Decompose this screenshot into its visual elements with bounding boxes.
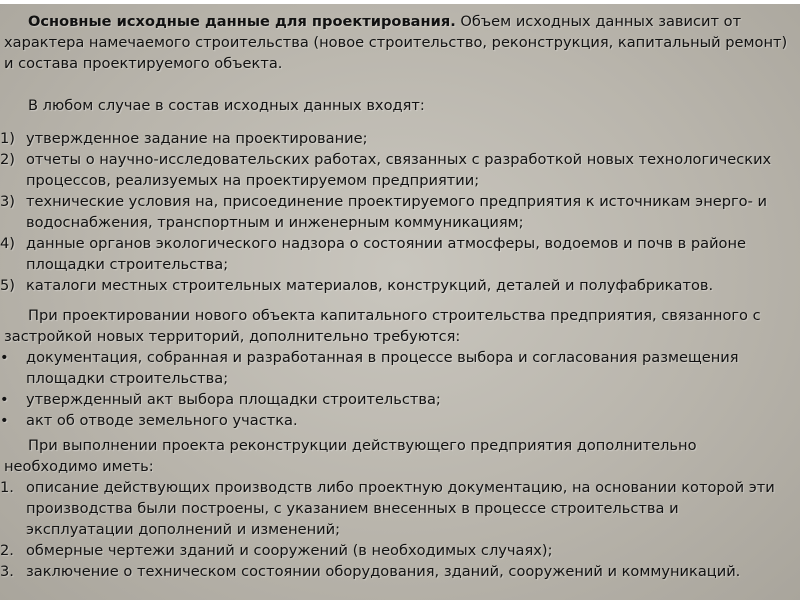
list-marker: 2.	[0, 542, 14, 559]
list-item	[0, 410, 790, 431]
list-item-text: утвержденный акт выбора площадки строительства;	[26, 391, 441, 408]
list-item-text: акт об отводе земельного участка.	[26, 412, 298, 429]
list-item-text: описание действующих производств либо проектную документацию, на основании которой эти производства были построены, с указанием внесенных в процессе строительства и эксплуатации дополнений и изменений;	[26, 479, 775, 538]
list-item	[0, 561, 790, 582]
list-item-text: заключение о техническом состоянии оборудования, зданий, сооружений и коммуникаций.	[26, 563, 741, 580]
list-marker: 1.	[0, 479, 14, 496]
reconstruction-list	[0, 477, 790, 582]
list-marker: 4)	[0, 235, 15, 252]
new-construction-lead: При проектировании нового объекта капитального строительства предприятия, связанного с застройкой новых территорий, дополнительно требуются:	[4, 307, 761, 345]
list-item-text: документация, собранная и разработанная в процессе выбора и согласования размещения площадки строительства;	[26, 349, 739, 387]
intro-paragraph	[4, 11, 792, 74]
list-item	[0, 233, 790, 275]
general-lead: В любом случае в состав исходных данных входят:	[28, 97, 425, 114]
list-item-text: технические условия на, присоединение проектируемого предприятия к источникам энерго- и водоснабжения, транспортным и инженерным коммуникациям;	[26, 193, 767, 231]
list-marker: •	[0, 391, 9, 408]
list-item	[0, 191, 790, 233]
list-item	[0, 275, 790, 296]
list-marker: 1)	[0, 130, 15, 147]
list-item	[0, 540, 790, 561]
intro-text: Объем исходных данных зависит от характера намечаемого строительства (новое строительство, реконструкция, капитальный ремонт) и состава проектируемого объекта.	[4, 13, 788, 72]
list-item	[0, 347, 790, 389]
new-construction-list	[0, 347, 790, 431]
list-marker: 3)	[0, 193, 15, 210]
list-item-text: отчеты о научно-исследовательских работах, связанных с разработкой новых технологических процессов, реализуемых на проектируемом предприятии;	[26, 151, 772, 189]
list-marker: •	[0, 349, 9, 366]
intro-heading: Основные исходные данные для проектирования.	[28, 13, 456, 30]
list-item-text: утвержденное задание на проектирование;	[26, 130, 368, 147]
list-item	[0, 389, 790, 410]
list-item-text: данные органов экологического надзора о состоянии атмосферы, водоемов и почв в районе площадки строительства;	[26, 235, 747, 273]
reconstruction-lead: При выполнении проекта реконструкции действующего предприятия дополнительно необходимо иметь:	[4, 437, 697, 475]
list-marker: 2)	[0, 151, 15, 168]
list-marker: •	[0, 412, 9, 429]
general-list	[0, 128, 790, 296]
list-item-text: обмерные чертежи зданий и сооружений (в необходимых случаях);	[26, 542, 553, 559]
list-item	[0, 149, 790, 191]
list-item	[0, 128, 790, 149]
list-item	[0, 477, 790, 540]
list-item-text: каталоги местных строительных материалов, конструкций, деталей и полуфабрикатов.	[26, 277, 714, 294]
list-marker: 3.	[0, 563, 14, 580]
list-marker: 5)	[0, 277, 15, 294]
slide-top-border	[0, 0, 800, 4]
